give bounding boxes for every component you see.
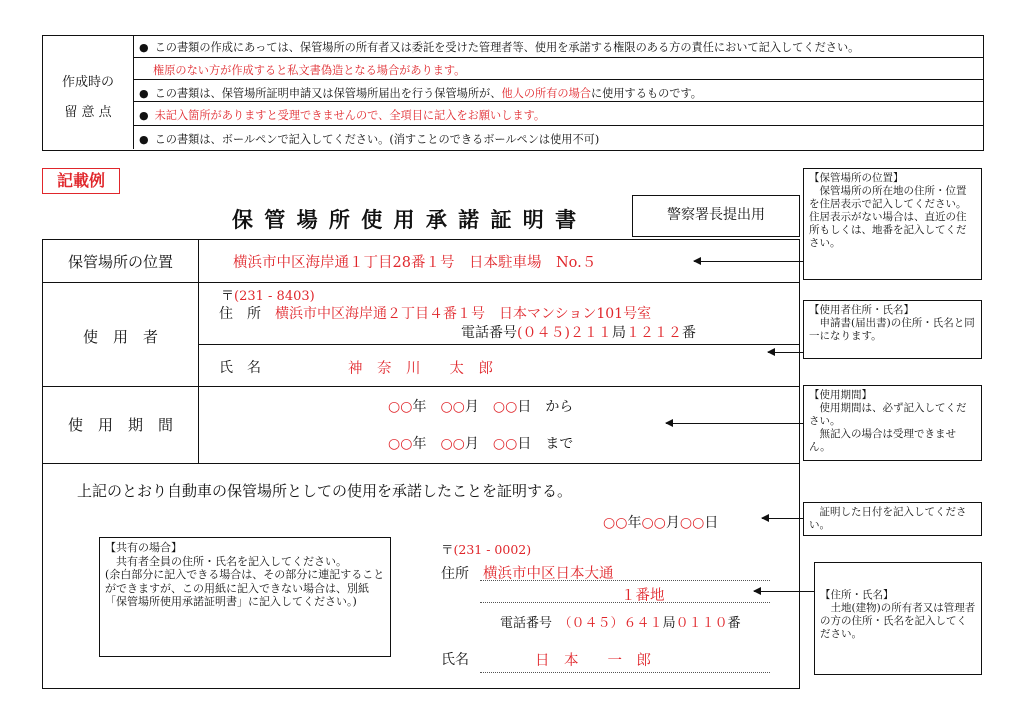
owner-name-value: 日 本 一 郎: [535, 653, 651, 669]
example-label: 記載例: [42, 168, 120, 194]
callout-date: 証明した日付を記入してください。: [803, 502, 982, 536]
owner-address-line2: １番地: [621, 588, 665, 604]
period-from: ○○年 ○○月 ○○日 から: [388, 399, 574, 415]
shared-note: 【共有の場合】 共有者全員の住所・氏名を記入してください。 (余白部分に記入できる場合は、その部分に連記することができますが、この用紙に記入できない場合は、別紙「保管場所使用承諾証明書」に記入してください。): [99, 537, 391, 657]
user-address-row: 住 所 横浜市中区海岸通２丁目４番１号 日本マンション101号室: [219, 306, 652, 322]
user-name-label: 氏 名: [219, 360, 261, 376]
user-postal: 〒(231 - 8403): [221, 289, 315, 304]
owner-address-label: 住所: [441, 566, 469, 582]
notice-box: [42, 35, 984, 151]
certify-date: ○○年○○月○○日: [603, 515, 719, 531]
owner-postal: 〒(231 - 0002): [441, 542, 532, 557]
notice-item: ● 未記入箇所がありますと受理できませんので、全項目に記入をお願いします。: [139, 109, 546, 122]
notice-item: ● この書類は、保管場所証明申請又は保管場所届出を行う保管場所が、他人の所有の場合に使用するものです。: [139, 87, 702, 100]
arrow-icon: [762, 518, 803, 519]
user-label: 使 用 者: [82, 328, 158, 346]
arrow-icon: [754, 591, 814, 592]
callout-location: 【保管場所の位置】 保管場所の所在地の住所・位置を住居表示で記入してください。 住居表示がない場合は、直近の住所もしくは、地番を記入してください。: [803, 168, 982, 280]
location-label: 保管場所の位置: [67, 253, 173, 271]
owner-name-label: 氏名: [441, 652, 469, 668]
notice-item: ● この書類の作成にあっては、保管場所の所有者又は委託を受けた管理者等、使用を承諾する権限のある方の責任において記入してください。: [139, 41, 860, 54]
notice-heading: 作成時の 留 意 点: [61, 75, 114, 120]
notice-item: 権原のない方が作成すると私文書偽造となる場合があります。: [153, 64, 466, 77]
user-name-value: 神 奈 川 太 郎: [348, 361, 493, 377]
callout-user: 【使用者住所・氏名】 申請書(届出書)の住所・氏名と同一になります。: [803, 300, 982, 359]
period-label: 使 用 期 間: [67, 416, 173, 434]
arrow-icon: [666, 423, 803, 424]
submit-to-box: 警察署長提出用: [632, 195, 800, 237]
callout-owner: 【住所・氏名】 土地(建物)の所有者又は管理者の方の住所・氏名を記入してください。: [814, 562, 982, 675]
certify-text: 上記のとおり自動車の保管場所としての使用を承諾したことを証明する。: [77, 482, 573, 500]
owner-address-line1: 横浜市中区日本大通: [483, 566, 614, 582]
user-phone-row: 電話番号(０４５)２１１局１２１２番: [461, 325, 696, 341]
arrow-icon: [694, 261, 803, 262]
callout-period: 【使用期間】 使用期間は、必ず記入してください。 無記入の場合は受理できません。: [803, 385, 982, 461]
owner-phone-row: 電話番号 （０４５）６４１局０１１０番: [500, 616, 741, 631]
arrow-icon: [768, 352, 803, 353]
notice-item: ● この書類は、ボールペンで記入してください。(消すことのできるボールペンは使用不可): [139, 133, 600, 146]
location-value: 横浜市中区海岸通１丁目28番１号 日本駐車場 No.５: [233, 255, 597, 271]
page-title: 保 管 場 所 使 用 承 諾 証 明 書: [232, 207, 579, 232]
period-to: ○○年 ○○月 ○○日 まで: [388, 436, 574, 452]
